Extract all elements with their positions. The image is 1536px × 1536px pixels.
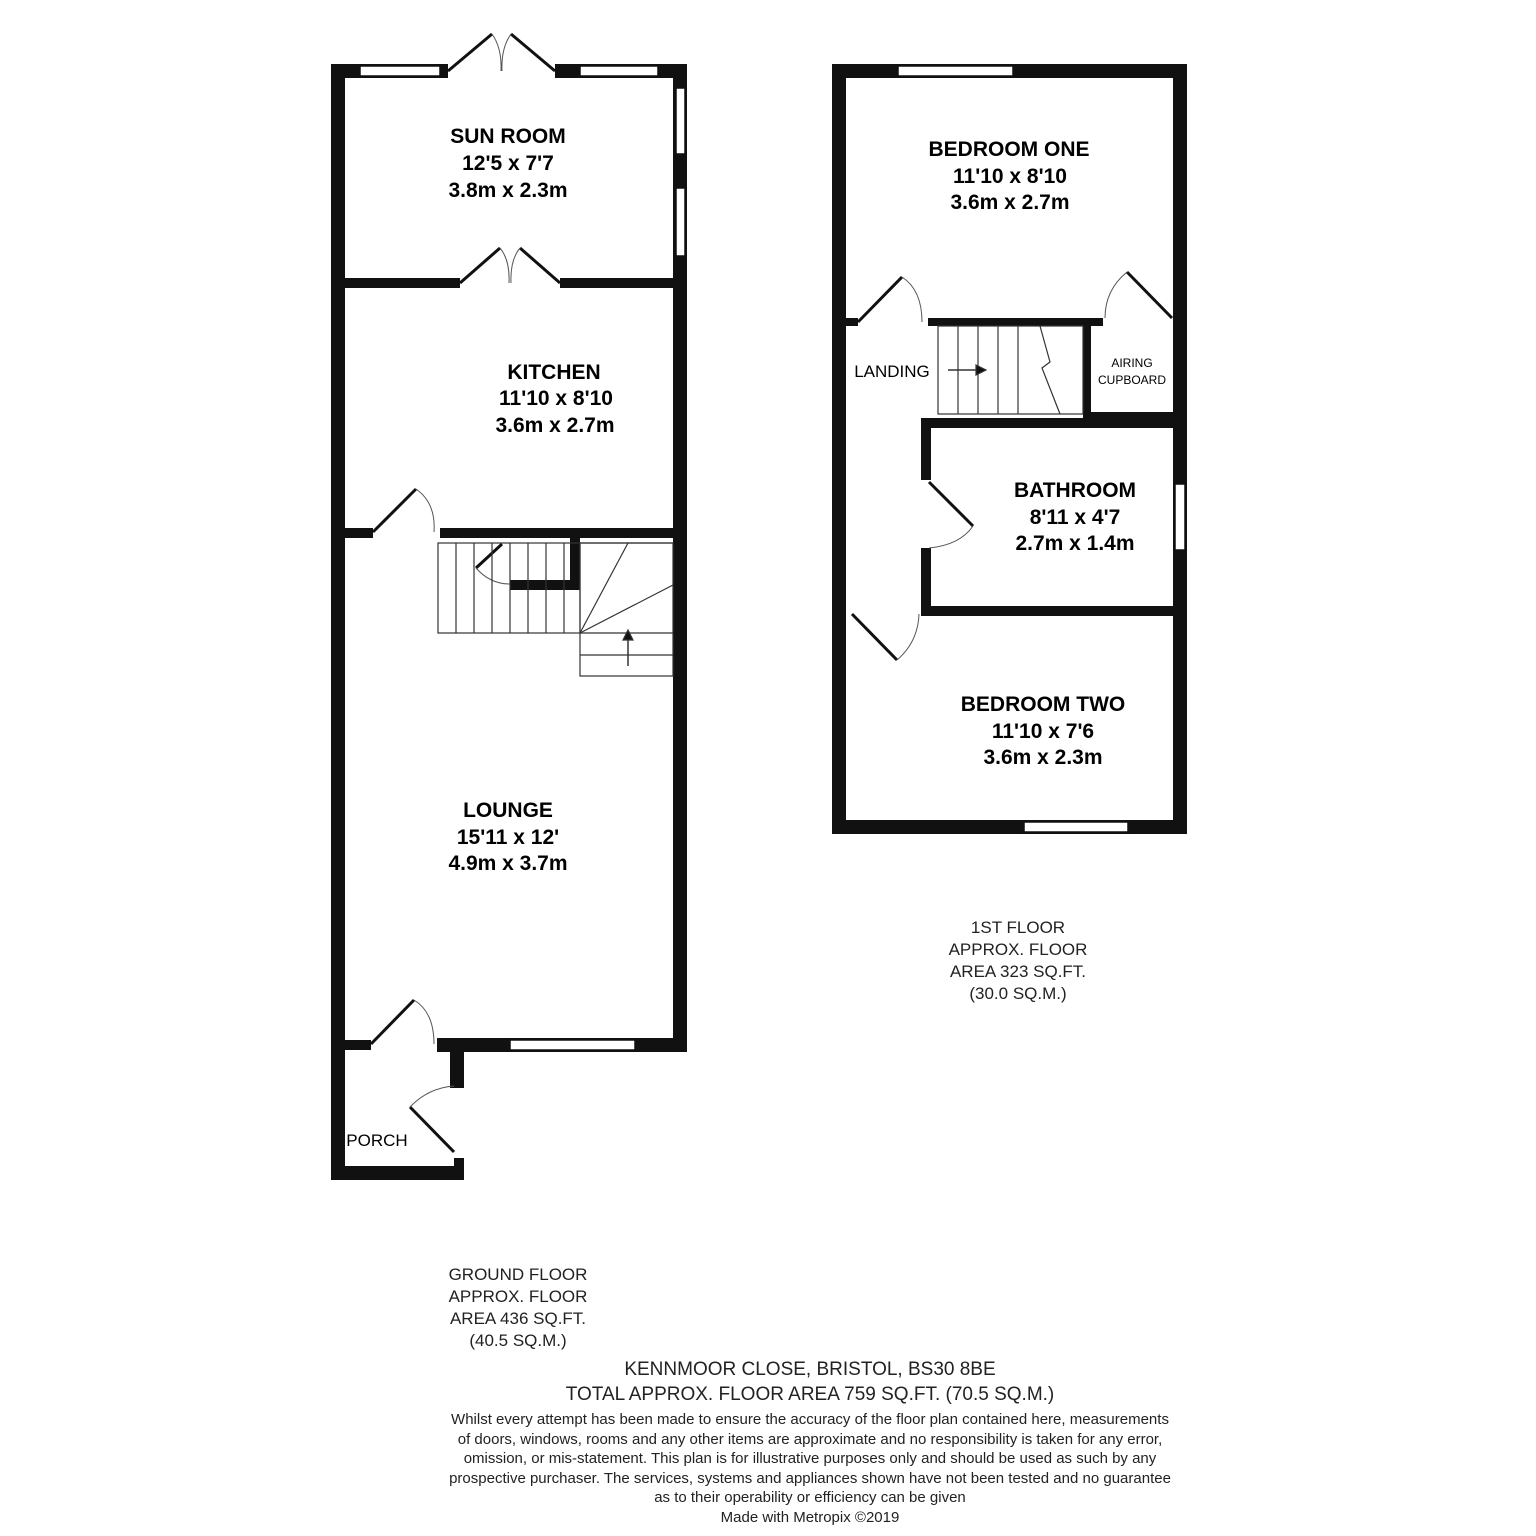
lounge-porch-arc bbox=[414, 1000, 434, 1044]
metropix-credit: Made with Metropix ©2019 bbox=[720, 1508, 900, 1526]
bathroom-imperial: 8'11 x 4'7 bbox=[1029, 506, 1121, 529]
bedroom-one-imperial: 11'10 x 8'10 bbox=[953, 165, 1067, 188]
sunroom-top-arc-right bbox=[502, 34, 511, 71]
airing-cupboard-line2: CUPBOARD bbox=[1097, 373, 1167, 387]
porch-top-wall bbox=[345, 1040, 371, 1050]
bedroom1-door bbox=[858, 277, 902, 322]
first-right-wall bbox=[1173, 64, 1187, 834]
first-left-wall bbox=[832, 64, 846, 834]
sun-room-name: SUN ROOM bbox=[450, 125, 566, 148]
ground-floor-area-sqm: (40.5 SQ.M.) bbox=[469, 1331, 567, 1350]
bathroom-top-wall bbox=[921, 418, 1175, 428]
lounge-metric: 4.9m x 3.7m bbox=[448, 852, 568, 875]
bathroom-name: BATHROOM bbox=[1013, 479, 1137, 502]
kitchen-lounge-door bbox=[373, 489, 416, 532]
disclaimer-line-5: as to their operability or efficiency can be given bbox=[654, 1489, 966, 1506]
bedroom-two-imperial: 11'10 x 7'6 bbox=[991, 720, 1095, 743]
first-floor-area-sqm: (30.0 SQ.M.) bbox=[969, 984, 1067, 1003]
bedroom1-wall-left bbox=[846, 318, 858, 326]
bedroom-one-metric: 3.6m x 2.7m bbox=[950, 191, 1070, 214]
ground-floor-approx: APPROX. FLOOR bbox=[448, 1287, 588, 1306]
lounge-name: LOUNGE bbox=[463, 799, 553, 822]
bedroom1-wall-mid bbox=[928, 318, 1103, 326]
first-floor-area-note bbox=[918, 917, 1118, 1005]
first-floor-approx: APPROX. FLOOR bbox=[948, 940, 1088, 959]
sunroom-side-window-bottom bbox=[676, 188, 685, 256]
airing-arc bbox=[1105, 272, 1127, 318]
airing-left-wall bbox=[1083, 318, 1091, 418]
first-doors bbox=[852, 272, 1172, 660]
bathroom-left-wall-bottom bbox=[921, 548, 931, 616]
kitchen-lounge-arc bbox=[416, 489, 434, 532]
sunroom-top-arc-left bbox=[492, 34, 501, 71]
kitchen-lounge-wall-left bbox=[345, 528, 373, 538]
sunroom-top-window-left bbox=[360, 66, 440, 76]
disclaimer-line-3: omission, or mis-statement. This plan is for illustrative purposes only and should be used as such by any bbox=[463, 1450, 1157, 1467]
ground-floor-plan bbox=[331, 64, 687, 1180]
porch-wall-stub bbox=[450, 1038, 464, 1088]
first-bottom-wall bbox=[832, 820, 1187, 834]
kitchen-name: KITCHEN bbox=[507, 361, 601, 384]
ground-floor-area-sqft: AREA 436 SQ.FT. bbox=[449, 1309, 587, 1328]
sunroom-side-window-top bbox=[676, 88, 685, 154]
first-staircase bbox=[938, 326, 1083, 414]
ground-staircase bbox=[438, 543, 673, 676]
first-floor-label: 1ST FLOOR bbox=[970, 918, 1066, 937]
bedroom-one-name: BEDROOM ONE bbox=[928, 138, 1090, 161]
bedroom2-window bbox=[1024, 822, 1128, 832]
kitchen-lounge-wall-right bbox=[440, 528, 675, 538]
bedroom2-door bbox=[852, 614, 897, 660]
bedroom-two-metric: 3.6m x 2.3m bbox=[983, 746, 1103, 769]
disclaimer-line-4: prospective purchaser. The services, systems and appliances shown have not been tested and no guarantee bbox=[449, 1469, 1171, 1487]
airing-door bbox=[1127, 272, 1172, 318]
kitchen-metric: 3.6m x 2.7m bbox=[495, 414, 615, 437]
bedroom1-window bbox=[898, 66, 1013, 76]
footer-address: KENNMOOR CLOSE, BRISTOL, BS30 8BE bbox=[624, 1359, 996, 1380]
footer-total-area: TOTAL APPROX. FLOOR AREA 759 SQ.FT. (70.5 SQ.M.) bbox=[565, 1384, 1055, 1405]
porch-front-door bbox=[410, 1107, 454, 1152]
ground-floor-label: GROUND FLOOR bbox=[448, 1265, 588, 1284]
porch-front-arc bbox=[410, 1086, 454, 1107]
bathroom-left-wall-top bbox=[921, 418, 931, 480]
disclaimer bbox=[380, 1410, 1240, 1527]
lounge-imperial: 15'11 x 12' bbox=[456, 826, 560, 849]
stair-partition-foot bbox=[510, 580, 580, 590]
porch-name: PORCH bbox=[346, 1131, 408, 1150]
disclaimer-line-2: of doors, windows, rooms and any other items are approximate and no responsibility is taken for any error, bbox=[457, 1430, 1163, 1448]
bedroom1-arc bbox=[902, 277, 922, 322]
porch-bottom-wall bbox=[331, 1166, 464, 1180]
sunroom-kitchen-double-door bbox=[460, 248, 560, 283]
sun-room-imperial: 12'5 x 7'7 bbox=[462, 152, 554, 175]
kitchen-imperial: 11'10 x 8'10 bbox=[499, 387, 613, 410]
bathroom-door bbox=[929, 482, 973, 526]
kitchen-arc-left bbox=[500, 248, 509, 283]
sun-room-metric: 3.8m x 2.3m bbox=[448, 179, 568, 202]
lounge-porch-door bbox=[371, 1000, 414, 1044]
stair-door-arc bbox=[476, 568, 510, 584]
stair-door bbox=[476, 544, 502, 568]
sunroom-kitchen-wall-left bbox=[345, 278, 460, 288]
bedroom2-arc bbox=[897, 614, 919, 660]
disclaimer-line-1: Whilst every attempt has been made to ensure the accuracy of the floor plan contained here, measurements bbox=[451, 1411, 1169, 1428]
bathroom-window bbox=[1175, 484, 1185, 550]
first-door-arcs bbox=[897, 272, 1127, 660]
bathroom-metric: 2.7m x 1.4m bbox=[1015, 532, 1135, 555]
bedroom-two-name: BEDROOM TWO bbox=[960, 693, 1126, 716]
bathroom-arc bbox=[929, 526, 973, 548]
landing-name: LANDING bbox=[854, 362, 930, 381]
porch-right-wall bbox=[454, 1158, 464, 1180]
ground-windows bbox=[360, 66, 685, 1050]
ground-left-wall bbox=[331, 64, 345, 1180]
first-floor-area-sqft: AREA 323 SQ.FT. bbox=[949, 962, 1087, 981]
airing-cupboard-line1: AIRING bbox=[1111, 356, 1153, 370]
bathroom-bottom-wall bbox=[921, 606, 1175, 616]
ground-floor-area-note bbox=[418, 1264, 618, 1352]
sunroom-kitchen-wall-right bbox=[560, 278, 675, 288]
kitchen-arc-right bbox=[511, 248, 520, 283]
sunroom-top-window-right bbox=[580, 66, 658, 76]
lounge-front-window bbox=[510, 1040, 635, 1050]
